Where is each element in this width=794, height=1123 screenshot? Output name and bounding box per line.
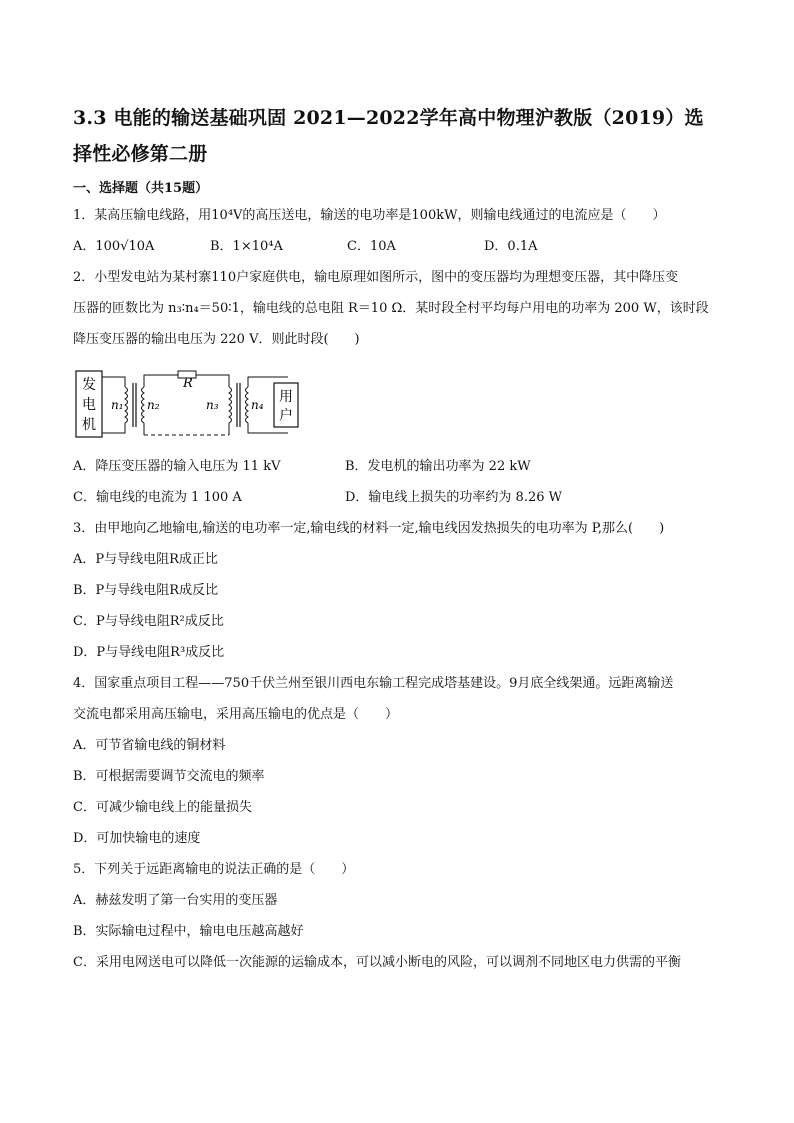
- q4-option-b: B．可根据需要调节交流电的频率: [73, 769, 265, 784]
- question-1: [73, 200, 725, 262]
- question-4-stem-line-2: 交流电都采用高压输电，采用高压输电的优点是（ ）: [73, 707, 399, 722]
- question-2-options-row-2: [73, 482, 725, 513]
- q5-option-b: B．实际输电过程中，输电电压越高越好: [73, 924, 304, 939]
- generator-label-2: 电: [82, 397, 96, 413]
- question-2-stem-line-1: 2．小型发电站为某村寨110户家庭供电，输电原理如图所示，图中的变压器均为理想变压器，其中降压变: [73, 270, 679, 285]
- wire-gen-top: [102, 377, 125, 387]
- title-line-2: 择性必修第二册: [73, 143, 208, 165]
- wire-line-top-left: [144, 375, 178, 387]
- question-2-options-row-1: [73, 451, 725, 482]
- document-page: [73, 100, 725, 978]
- label-n4: n₄: [251, 398, 264, 412]
- q1-option-c: C．10A: [347, 239, 396, 254]
- q2-option-a: A．降压变压器的输入电压为 11 kV: [73, 459, 281, 474]
- q3-option-a: A．P与导线电阻R成正比: [73, 552, 218, 567]
- q1-option-a: A．100√10A: [73, 239, 155, 254]
- question-1-stem: 1．某高压输电线路，用10⁴V的高压送电，输送的电功率是100kW，则输电线通过的电流应是（ ）: [73, 208, 666, 223]
- coil-n4: [246, 387, 249, 423]
- generator-label-3: 机: [82, 417, 96, 433]
- question-5-stem: 5．下列关于远距离输电的说法正确的是（ ）: [73, 862, 355, 877]
- question-5: [73, 854, 725, 978]
- label-r: R: [183, 376, 193, 391]
- question-3: [73, 513, 725, 668]
- question-2: [73, 262, 725, 513]
- label-n3: n₃: [206, 398, 219, 412]
- document-title: [73, 100, 725, 172]
- wire-line-top-right: [196, 375, 229, 387]
- coil-n1: [125, 387, 128, 423]
- question-3-stem: 3．由甲地向乙地输电,输送的电功率一定,输电线的材料一定,输电线因发热损失的电功率为 P,那么( ): [73, 521, 665, 536]
- q3-option-d: D．P与导线电阻R³成反比: [73, 645, 225, 660]
- q4-option-d: D．可加快输电的速度: [73, 831, 201, 846]
- label-n1: n₁: [111, 398, 124, 412]
- question-4-stem-line-1: 4．国家重点项目工程——750千伏兰州至银川西电东输工程完成塔基建设。9月底全线架通。远距离输送: [73, 676, 674, 691]
- coil-n2: [142, 387, 145, 423]
- q1-option-b: B．1×10⁴A: [210, 239, 283, 254]
- q4-option-c: C．可减少输电线上的能量损失: [73, 800, 252, 815]
- q2-option-b: B．发电机的输出功率为 22 kW: [345, 459, 531, 474]
- question-2-stem-line-3: 降压变压器的输出电压为 220 V．则此时段( ): [73, 332, 360, 347]
- transmission-circuit-svg: [73, 365, 303, 445]
- user-label-2: 户: [279, 408, 293, 424]
- q5-option-a: A．赫兹发明了第一台实用的变压器: [73, 893, 278, 908]
- coil-n3: [229, 387, 232, 423]
- q2-option-c: C．输电线的电流为 1 100 A: [73, 490, 242, 505]
- question-2-stem-line-2: 压器的匝数比为 n₃∶n₄＝50∶1，输电线的总电阻 R＝10 Ω．某时段全村平均每户用电的功率为 200 W，该时段: [73, 301, 709, 316]
- q2-option-d: D．输电线上损失的功率约为 8.26 W: [345, 490, 562, 505]
- q4-option-a: A．可节省输电线的铜材料: [73, 738, 226, 753]
- section-heading: 一、选择题（共15题）: [73, 181, 209, 196]
- wire-gen-bottom: [102, 423, 125, 433]
- q5-option-c: C．采用电网送电可以降低一次能源的运输成本，可以减小断电的风险，可以调剂不同地区电力供需的平衡: [73, 955, 681, 970]
- question-4: [73, 668, 725, 854]
- generator-label-1: 发: [82, 377, 96, 393]
- q3-option-c: C．P与导线电阻R²成反比: [73, 614, 224, 629]
- q1-option-d: D．0.1A: [484, 239, 538, 254]
- title-line-1: 3.3 电能的输送基础巩固 2021—2022学年高中物理沪教版（2019）选: [73, 107, 704, 129]
- user-label-1: 用: [279, 389, 293, 405]
- transmission-diagram: [73, 365, 725, 445]
- q3-option-b: B．P与导线电阻R成反比: [73, 583, 219, 598]
- question-1-options: [73, 231, 725, 262]
- label-n2: n₂: [147, 398, 160, 412]
